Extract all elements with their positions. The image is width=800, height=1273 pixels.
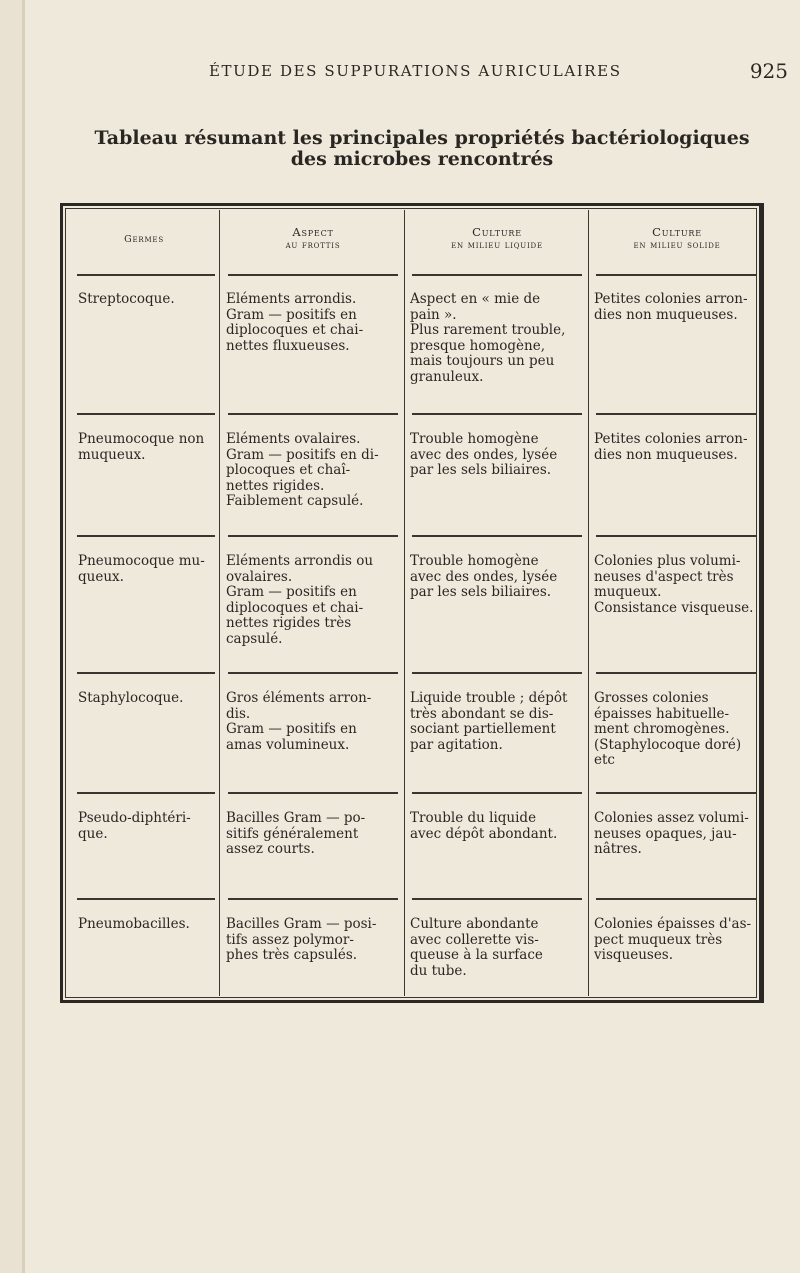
- row-rule: [412, 672, 582, 674]
- row-rule: [77, 792, 215, 794]
- row-rule: [77, 672, 215, 674]
- row-3-culture-solide: Colonies plus volumi- neuses d'aspect très muqueux. Consistance visqueuse.: [594, 553, 754, 616]
- row-rule: [412, 413, 582, 415]
- header-aspect: [223, 226, 403, 252]
- row-rule: [228, 535, 398, 537]
- row-rule: [412, 792, 582, 794]
- running-head: [22, 59, 800, 86]
- row-2-culture-solide: Petites colonies arron- dies non muqueuses.: [594, 431, 748, 463]
- row-6-culture-liquide: Culture abondante avec collerette vis- queuse à la surface du tube.: [410, 916, 543, 979]
- row-rule: [596, 535, 756, 537]
- table-title-line-1: Tableau résumant les principales propriétés bactériologiques: [94, 127, 750, 149]
- row-1-culture-solide: Petites colonies arron- dies non muqueuses.: [594, 291, 748, 323]
- row-rule: [77, 898, 215, 900]
- row-rule: [596, 274, 756, 276]
- table-title: [82, 128, 762, 170]
- column-divider: [404, 210, 405, 996]
- row-rule: [77, 413, 215, 415]
- running-title: ÉTUDE DES SUPPURATIONS AURICULAIRES: [209, 62, 622, 80]
- row-5-germe: Pseudo-diphtéri- que.: [78, 810, 191, 842]
- row-5-culture-liquide: Trouble du liquide avec dépôt abondant.: [410, 810, 558, 842]
- column-divider: [588, 210, 589, 996]
- row-1-culture-liquide: Aspect en « mie de pain ». Plus rarement trouble, presque homogène, mais toujours un peu granuleux.: [410, 291, 566, 385]
- row-rule: [228, 274, 398, 276]
- row-rule: [228, 672, 398, 674]
- row-rule: [77, 535, 215, 537]
- row-rule: [412, 898, 582, 900]
- table-title-line-2: des microbes rencontrés: [290, 148, 554, 170]
- row-rule: [596, 898, 756, 900]
- header-germes: [69, 233, 219, 246]
- column-divider: [219, 210, 220, 996]
- row-rule: [596, 413, 756, 415]
- header-aspect-line-2: au frottis: [285, 240, 341, 251]
- row-2-culture-liquide: Trouble homogène avec des ondes, lysée par les sels biliaires.: [410, 431, 558, 478]
- row-rule: [412, 535, 582, 537]
- row-6-culture-solide: Colonies épaisses d'as- pect muqueux très visqueuses.: [594, 916, 752, 963]
- row-rule: [596, 672, 756, 674]
- header-solide-line-1: Culture: [652, 225, 702, 239]
- row-5-culture-solide: Colonies assez volumi- neuses opaques, jau- nâtres.: [594, 810, 749, 857]
- row-1-aspect: Eléments arrondis. Gram — positifs en diplocoques et chai- nettes fluxueuses.: [226, 291, 364, 354]
- row-rule: [412, 274, 582, 276]
- header-culture-liquide: [407, 226, 587, 252]
- row-rule: [228, 413, 398, 415]
- row-3-germe: Pneumocoque mu- queux.: [78, 553, 205, 585]
- row-rule: [596, 792, 756, 794]
- row-4-culture-solide: Grosses colonies épaisses habituelle- ment chromogènes. (Staphylocoque doré) etc: [594, 690, 742, 768]
- row-3-aspect: Eléments arrondis ou ovalaires. Gram — positifs en diplocoques et chai- nettes rigides très capsulé.: [226, 553, 374, 647]
- header-culture-solide: [591, 226, 763, 252]
- row-1-germe: Streptocoque.: [78, 291, 175, 307]
- header-germes-label: Germes: [124, 234, 164, 245]
- row-4-aspect: Gros éléments arron- dis. Gram — positifs en amas volumineux.: [226, 690, 372, 753]
- header-solide-line-2: en milieu solide: [633, 240, 721, 251]
- header-liquide-line-1: Culture: [472, 225, 522, 239]
- header-liquide-line-2: en milieu liquide: [451, 240, 543, 251]
- row-2-germe: Pneumocoque non muqueux.: [78, 431, 205, 463]
- row-4-culture-liquide: Liquide trouble ; dépôt très abondant se dis- sociant partiellement par agitation.: [410, 690, 568, 753]
- row-rule: [77, 274, 215, 276]
- row-rule: [228, 792, 398, 794]
- row-2-aspect: Eléments ovalaires. Gram — positifs en di- plocoques et chaî- nettes rigides. Faiblement capsulé.: [226, 431, 379, 509]
- row-3-culture-liquide: Trouble homogène avec des ondes, lysée par les sels biliaires.: [410, 553, 558, 600]
- row-rule: [228, 898, 398, 900]
- row-6-germe: Pneumobacilles.: [78, 916, 190, 932]
- row-6-aspect: Bacilles Gram — posi- tifs assez polymor- phes très capsulés.: [226, 916, 377, 963]
- row-5-aspect: Bacilles Gram — po- sitifs généralement assez courts.: [226, 810, 366, 857]
- row-4-germe: Staphylocoque.: [78, 690, 184, 706]
- page-number: 925: [749, 59, 788, 83]
- summary-table: [60, 203, 764, 1003]
- header-aspect-line-1: Aspect: [292, 225, 334, 239]
- book-page: [22, 0, 800, 1273]
